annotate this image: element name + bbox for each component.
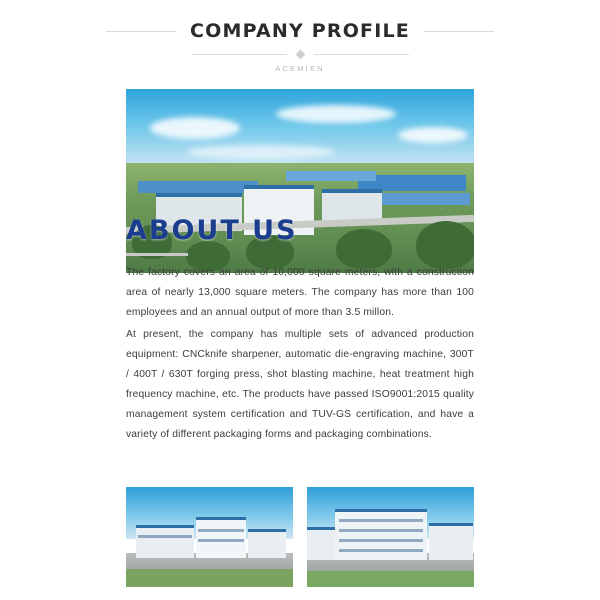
sub-rule-right bbox=[314, 54, 409, 55]
sub-rule-left bbox=[192, 54, 287, 55]
thumb-window-row bbox=[198, 529, 244, 532]
gallery-image-2 bbox=[307, 487, 474, 587]
thumb-building bbox=[429, 523, 473, 560]
thumb-window-row bbox=[339, 519, 423, 522]
about-paragraph-2: At present, the company has multiple sets of advanced production equipment: CNCknife sharpener, automatic die-engraving machine, 300T / 400T / 630T forging press, shot blasting machine, heat treatment high frequency machine, etc. The products have passed ISO9001:2015 quality management system certification and TUV-GS certification, and have a variety of different packaging forms and packaging combinations. bbox=[126, 329, 474, 440]
page-header bbox=[0, 0, 600, 73]
thumb-window-row bbox=[339, 529, 423, 532]
thumb-building bbox=[136, 525, 194, 558]
header-rule-left bbox=[106, 31, 176, 32]
hero-cloud bbox=[398, 127, 468, 143]
thumb-window-row bbox=[198, 539, 244, 542]
about-title: ABOUT US bbox=[126, 215, 298, 246]
page-title: COMPANY PROFILE bbox=[189, 20, 410, 42]
diamond-icon bbox=[295, 50, 305, 60]
hero-cloud bbox=[276, 105, 396, 123]
about-section-heading bbox=[126, 217, 486, 256]
thumb-window-row bbox=[339, 549, 423, 552]
thumb-grass bbox=[126, 569, 293, 587]
brand-name: ACEMIEN bbox=[275, 64, 325, 73]
thumb-grass bbox=[307, 571, 474, 587]
thumb-building bbox=[196, 517, 246, 558]
about-underline bbox=[126, 253, 188, 256]
header-rule-right bbox=[424, 31, 494, 32]
thumb-building bbox=[307, 527, 337, 560]
thumb-window-row bbox=[138, 535, 192, 538]
thumb-window-row bbox=[339, 539, 423, 542]
gallery-image-1 bbox=[126, 487, 293, 587]
about-paragraph-1: The factory covers an area of 10,000 square meters, with a construction area of nearly 13,000 square meters. The company has more than 100 employees and an annual output of more than 3.5 millon. bbox=[126, 267, 474, 318]
header-divider-row bbox=[0, 51, 600, 58]
hero-cloud bbox=[186, 145, 336, 159]
hero-cloud bbox=[150, 117, 240, 139]
header-title-row bbox=[0, 20, 600, 42]
about-body-copy bbox=[126, 263, 474, 445]
hero-roof bbox=[138, 181, 258, 193]
thumb-building bbox=[248, 529, 286, 558]
gallery-row bbox=[126, 487, 474, 587]
hero-roof bbox=[286, 171, 376, 181]
hero-roof bbox=[380, 193, 470, 205]
thumb-building bbox=[335, 509, 427, 560]
